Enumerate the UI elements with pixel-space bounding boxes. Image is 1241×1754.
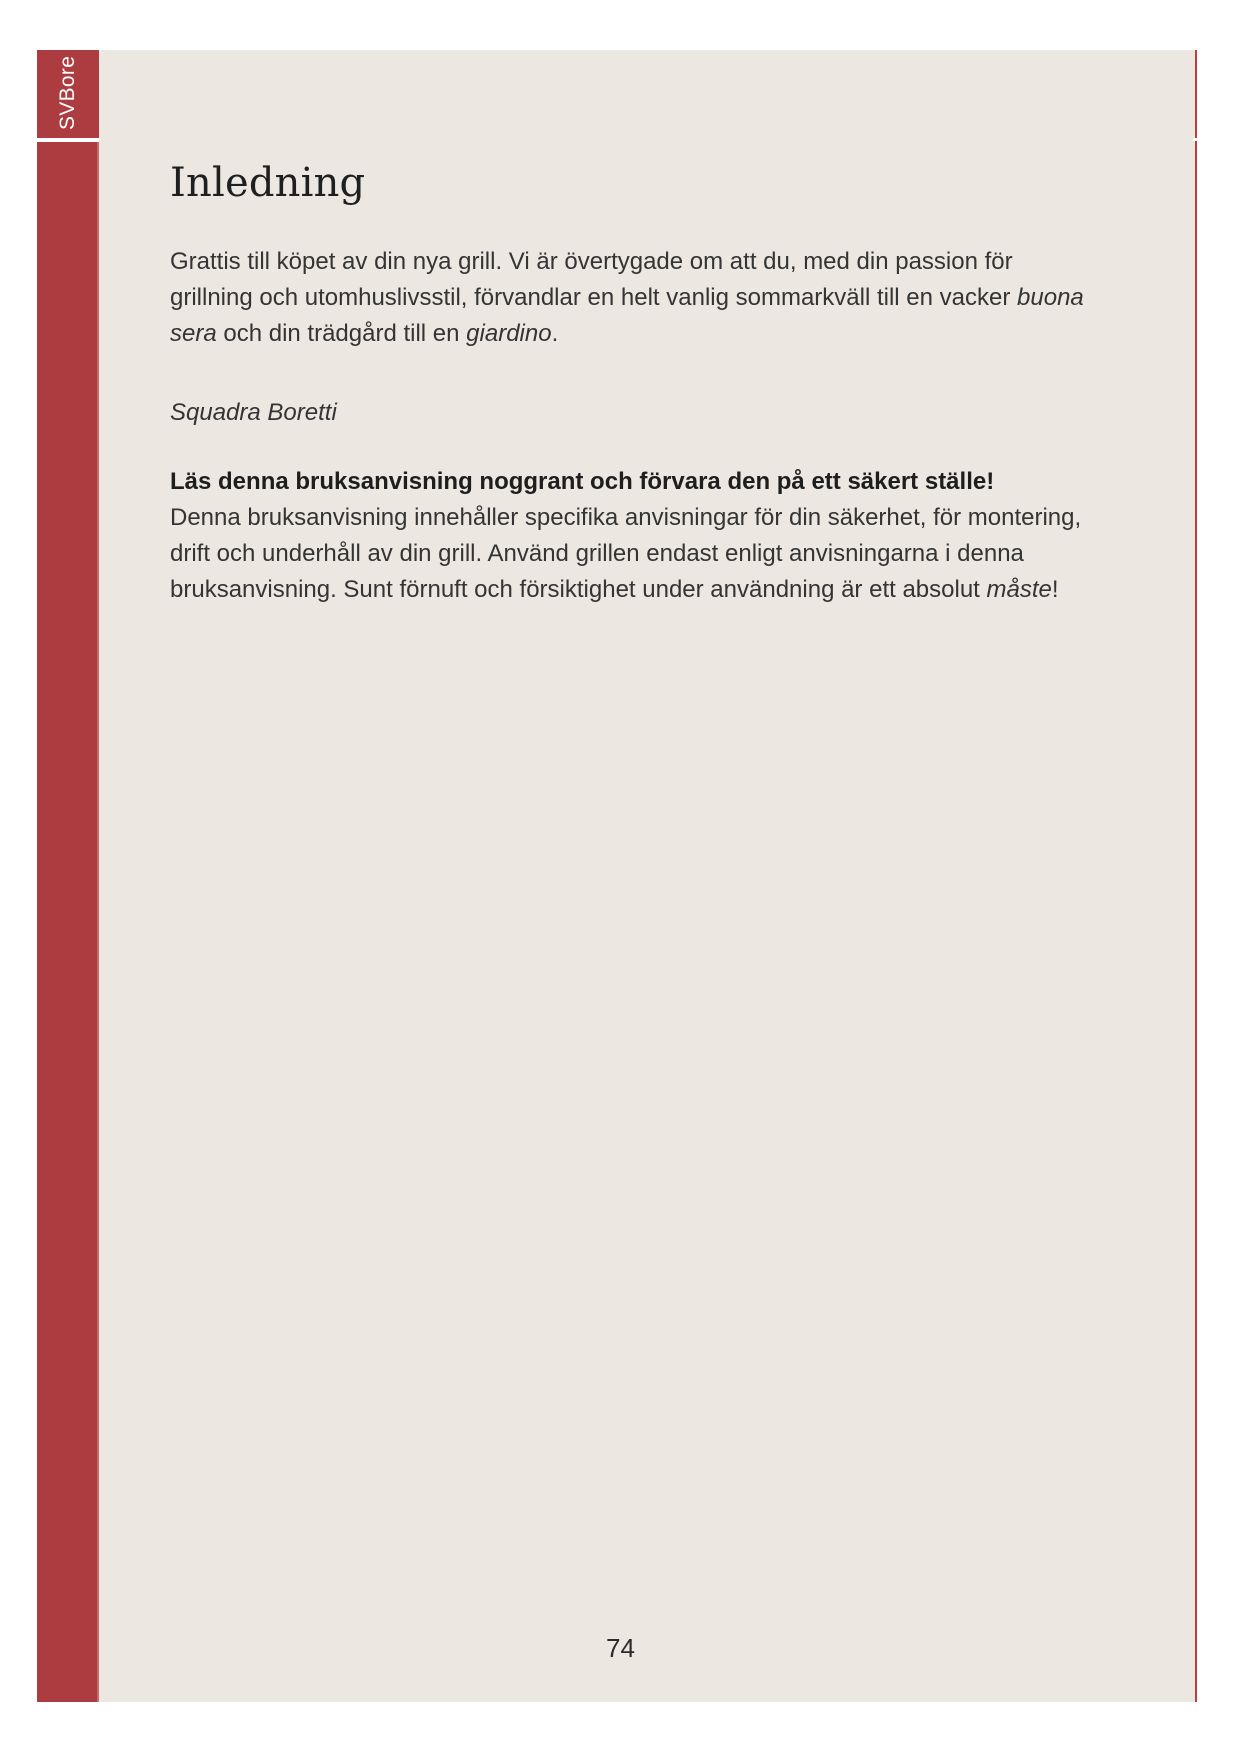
- intro-italic-2: giardino: [466, 320, 552, 347]
- main-content: [170, 160, 1100, 608]
- intro-text-1: Grattis till köpet av din nya grill. Vi är övertygade om att du, med din passion för grillning och utomhuslivsstil, förvandlar en helt vanlig sommarkväll till en vacker: [170, 248, 1018, 311]
- signature: Squadra Boretti: [170, 399, 337, 426]
- instructions-text: Denna bruksanvisning innehåller specifika anvisningar för din säkerhet, för montering, drift och underhåll av din grill. Använd grillen endast enligt anvisningarna i denna bruksanvisning. Sunt förnuft och försiktighet under användning är ett absolut: [170, 504, 1082, 603]
- right-edge-rule: [1195, 50, 1197, 1702]
- page-number: 74: [606, 1633, 635, 1663]
- right-edge-notch: [1193, 138, 1199, 141]
- intro-text-3: .: [551, 320, 559, 347]
- intro-text-2: och din trädgård till en: [216, 320, 467, 347]
- instructions-heading: Läs denna bruksanvisning noggrant och förvara den på ett säkert ställe!: [170, 468, 995, 495]
- language-tab: [37, 50, 99, 138]
- language-tab-label: SVBore: [56, 55, 79, 130]
- side-bar: [37, 142, 99, 1702]
- instructions-italic: måste: [986, 576, 1052, 603]
- instructions-end: !: [1051, 576, 1059, 603]
- side-bar-edge: [97, 142, 99, 1702]
- page-title: Inledning: [170, 160, 366, 206]
- intro-italic-1: buona sera: [170, 284, 1084, 347]
- instructions-paragraph: [170, 500, 1100, 608]
- intro-paragraph: [170, 244, 1100, 352]
